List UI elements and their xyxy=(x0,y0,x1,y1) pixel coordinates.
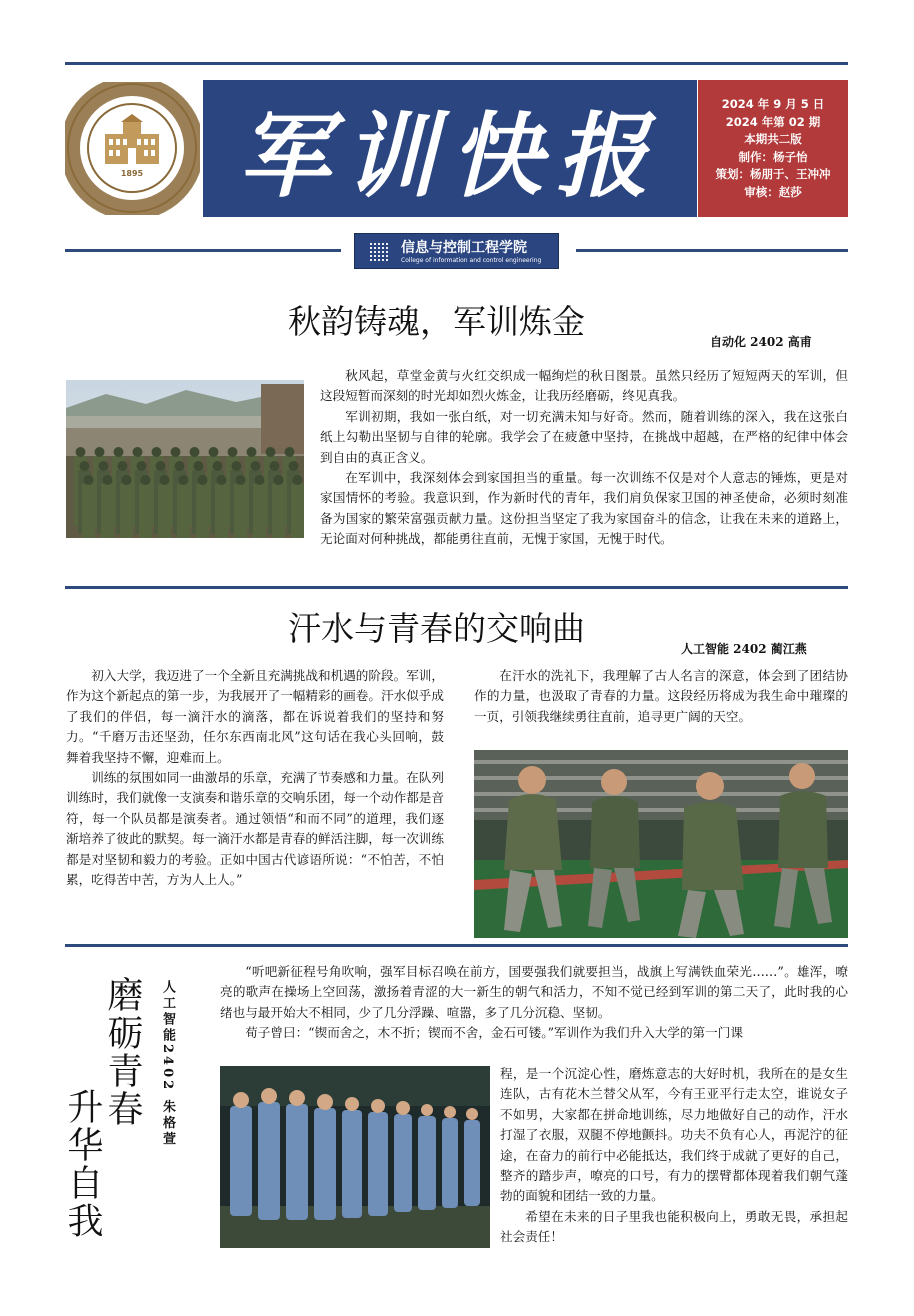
article3-paragraph-rest: 程，是一个沉淀心性，磨炼意志的大好时机，我所在的是女生连队，古有花木兰替父从军，今有王亚平行走太空，谁说女子不如男，大家都在拼命地训练，尽力地做好自己的动作，汗水打湿了衣服，双腿不停地颤抖。功夫不负有心人，再泥泞的征途，在奋力的前行中必能抵达，我们终于成就了更好的自己，整齐的踏步声，嘹亮的口号，有力的摆臂都体现着我们朝气蓬勃的面貌和团结一致的力量。 xyxy=(500,1066,848,1204)
article1-paragraph: 秋风起，草堂金黄与火红交织成一幅绚烂的秋日图景。虽然只经历了短短两天的军训，但这段短暂而深刻的时光却如烈火炼金，让我历经磨砺，终见真我。 xyxy=(320,368,848,404)
article1-paragraph: 军训初期，我如一张白纸，对一切充满未知与好奇。然而，随着训练的深入，我在这张白纸上勾勒出坚韧与自律的轮廓。我学会了在疲惫中坚持，在挑战中超越，在严格的纪律中体会到自由的真正含义。 xyxy=(320,408,848,465)
issue-pages: 本期共二版 xyxy=(744,132,802,146)
section-rule-1 xyxy=(65,586,848,589)
article1-title: 秋韵铸魂，军训炼金 xyxy=(288,302,585,341)
svg-text:1895: 1895 xyxy=(120,169,144,178)
article2-left-column xyxy=(66,666,444,890)
top-rule xyxy=(65,62,848,65)
college-rule-right xyxy=(576,249,848,252)
college-badge xyxy=(354,233,559,269)
article1-byline: 自动化 2402 高甫 xyxy=(710,335,812,349)
article1-body xyxy=(320,366,848,550)
college-name: 信息与控制工程学院 xyxy=(401,240,527,256)
article2-paragraph: 训练的氛围如同一曲激昂的乐章，充满了节奏感和力量。在队列训练时，我们就像一支演奏和谐乐章的交响乐团，每一个动作都是音符，每一个队员都是演奏者。通过领悟“和而不同”的道理，我们逐渐培养了彼此的默契。每一滴汗水都是青春的鲜活注脚，每一次训练都是对坚韧和毅力的考验。正如中国古代谚语所说：“不怕苦，不怕累，吃得苦中苦，方为人上人。” xyxy=(66,770,444,888)
article3-title-line1: 磨砺青春 xyxy=(102,976,143,1128)
article1-photo xyxy=(66,380,304,538)
article2-paragraph: 初入大学，我迈进了一个全新且充满挑战和机遇的阶段。军训，作为这个新起点的第一步，为我展开了一幅精彩的画卷。汗水似乎成了我们的伴侣，每一滴汗水的滴落，都在诉说着我们的坚持和努力。“千磨万击还坚劲，任尔东西南北风”这句话在我心头回响，鼓舞着我坚持不懈，迎难而上。 xyxy=(66,668,444,765)
article2-title: 汗水与青春的交响曲 xyxy=(288,609,585,648)
article1-paragraph: 在军训中，我深刻体会到家国担当的重量。每一次训练不仅是对个人意志的锤炼，更是对家国情怀的考验。我意识到，作为新时代的青年，我们肩负保家卫国的神圣使命，必须时刻准备为国家的繁荣富强贡献力量。这份担当坚定了我为家国奋斗的信念，让我在未来的道路上，无论面对何种挑战，都能勇往直前，无愧于家国，无愧于时代。 xyxy=(320,470,848,547)
university-logo xyxy=(65,82,200,215)
issue-planners: 策划：杨朋于、王冲冲 xyxy=(715,167,831,181)
article2-paragraph: 在汗水的洗礼下，我理解了古人名言的深意，体会到了团结协作的力量，也汲取了青春的力量。这段经历将成为我生命中璀璨的一页，引领我继续勇往直前，追寻更广阔的天空。 xyxy=(474,668,848,724)
article3-paragraph: “听吧新征程号角吹响，强军目标召唤在前方，国要强我们就要担当，战旗上写满铁血荣光……”。雄浑，嘹亮的歌声在操场上空回荡，激扬着青涩的大一新生的朝气和活力，不知不觉已经到军训的第二天了，此时我的心绪也与最开始大不相同，少了几分浮躁、喧嚣，多了几分沉稳、坚韧。 xyxy=(220,964,848,1020)
article3-title-line2: 升华自我 xyxy=(62,1088,103,1240)
article3-body-right xyxy=(500,1064,848,1248)
article3-paragraph-lead: 荀子曾曰：“锲而舍之，木不折；锲而不舍，金石可镂。”军训作为我们升入大学的第一门课 xyxy=(245,1025,743,1041)
article3-byline: 人工智能2402 朱格萱 xyxy=(160,980,175,1148)
article2-byline: 人工智能 2402 蔺江燕 xyxy=(681,642,807,656)
issue-info-box xyxy=(698,80,848,217)
issue-number: 2024 年第 02 期 xyxy=(725,114,821,129)
article3-photo xyxy=(220,1066,490,1248)
college-name-en: College of information and control engineering xyxy=(401,257,542,264)
article2-photo xyxy=(474,750,848,938)
article2-right-column xyxy=(474,666,848,727)
issue-date: 2024 年 9 月 5 日 xyxy=(721,97,825,111)
section-rule-2 xyxy=(65,944,848,947)
masthead-title: 军训快报 xyxy=(237,101,662,210)
college-rule-left xyxy=(65,249,341,252)
issue-reviewer: 审核：赵莎 xyxy=(744,184,802,199)
masthead-title-banner xyxy=(203,80,697,217)
college-grid-icon xyxy=(369,242,389,262)
article3-paragraph: 希望在未来的日子里我也能积极向上，勇敢无畏，承担起社会责任！ xyxy=(500,1208,848,1245)
issue-producer: 制作：杨子怡 xyxy=(738,149,808,164)
article3-body-top xyxy=(220,962,848,1044)
